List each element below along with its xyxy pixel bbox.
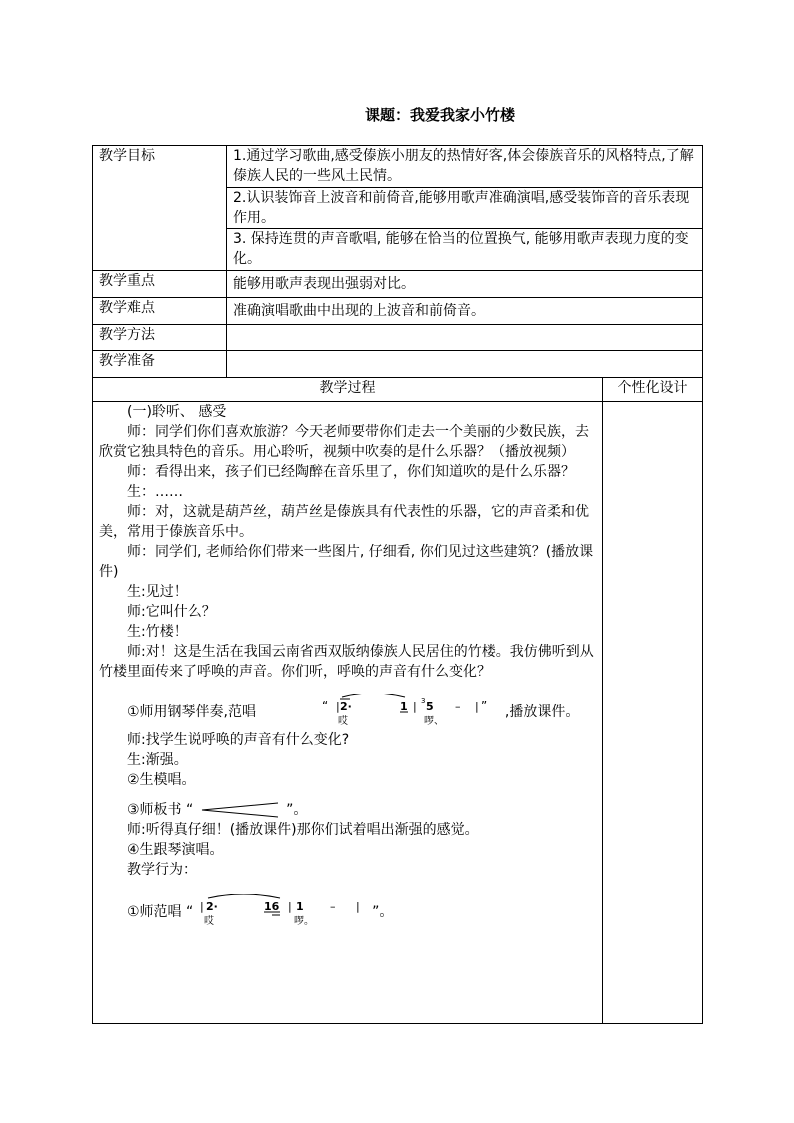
- goal-2: 2.认识装饰音上波音和前倚音,能够用歌声准确演唱,感受装饰音的音乐表现作用。: [227, 188, 703, 229]
- goals-label: 教学目标: [93, 146, 227, 271]
- paragraph: ②生模唱。: [127, 772, 196, 788]
- slur: [342, 694, 405, 697]
- method-value: [227, 325, 703, 351]
- note: 1: [295, 900, 304, 913]
- paragraph: 师：同学们你们喜欢旅游？今天老师要带你们走去一个美丽的少数民族，去欣赏它独具特色的音乐。用心聆听，视频中吹奏的是什么乐器？（播放视频）: [99, 424, 589, 460]
- personal-design-header: 个性化设计: [603, 378, 703, 402]
- paragraph: 生:渐强。: [127, 752, 188, 768]
- slur: [208, 894, 280, 898]
- prep-value: [227, 351, 703, 378]
- process-content: [93, 402, 603, 1024]
- step-3-text: ③师板书 “: [127, 802, 194, 818]
- paragraph: 师：对，这就是葫芦丝，葫芦丝是傣族具有代表性的乐器，它的声音柔和优美，常用于傣族音乐中。: [99, 504, 589, 540]
- personal-design-cell: [603, 402, 703, 1024]
- step-3-suffix: ”。: [286, 802, 308, 818]
- goal-1: 1.通过学习歌曲,感受傣族小朋友的热情好客,体会傣族音乐的风格特点,了解傣族人民的一些风土民情。: [227, 146, 703, 188]
- note: 5: [426, 700, 435, 713]
- barline: |: [355, 900, 360, 913]
- grace-note: 3: [421, 697, 426, 705]
- paragraph: 师：看得出来，孩子们已经陶醉在音乐里了，你们知道吹的是什么乐器？: [127, 464, 575, 480]
- paragraph: 师：同学们, 老师给你们带来一些图片, 仔细看, 你们见过这些建筑？(播放课件): [99, 544, 594, 580]
- step-1: [99, 694, 596, 730]
- dash: –: [329, 900, 336, 913]
- process-header: 教学过程: [93, 378, 603, 402]
- lesson-plan-table: [92, 145, 703, 1024]
- step-1-text: ①师用钢琴伴奏,范唱: [127, 704, 257, 720]
- goal-3: 3. 保持连贯的声音歌唱, 能够在恰当的位置换气, 能够用歌声表现力度的变化。: [227, 229, 703, 271]
- paragraph: 生:竹楼！: [127, 624, 188, 640]
- barline: |: [413, 700, 418, 713]
- paragraph: 教学行为：: [127, 862, 197, 878]
- paragraph: 生：……: [127, 484, 183, 500]
- lyric: 哎: [338, 716, 349, 727]
- crescendo-sign: [198, 800, 282, 820]
- barline: |: [287, 900, 292, 913]
- lyric: 哎: [203, 916, 214, 927]
- step-3: [99, 800, 596, 820]
- barline: |: [199, 900, 204, 913]
- paragraph: ④生跟琴演唱。: [127, 842, 224, 858]
- step-5-suffix: ”。: [372, 904, 394, 920]
- barline: |: [336, 700, 341, 713]
- step-5-text: ①师范唱 “: [127, 904, 194, 920]
- focus-value: 能够用歌声表现出强弱对比。: [227, 271, 703, 298]
- step-1-suffix: ,播放课件。: [504, 704, 580, 720]
- note: 16: [263, 900, 280, 913]
- music-notation-2: [198, 894, 368, 930]
- lyric: 啰。: [293, 916, 314, 927]
- section-heading: (一)聆听、 感受: [127, 404, 227, 420]
- paragraph: 生:见过！: [127, 584, 188, 600]
- focus-label: 教学重点: [93, 271, 227, 298]
- page-title: 课题：我爱我家小竹楼: [365, 106, 516, 124]
- music-notation-1: [260, 694, 500, 730]
- note: 2·: [340, 700, 353, 713]
- paragraph: 师:找学生说呼唤的声音有什么变化?: [127, 732, 350, 748]
- paragraph: 师:对！这是生活在我国云南省西双版纳傣族人民居住的竹楼。我仿佛听到从竹楼里面传来了呼唤的声音。你们听，呼唤的声音有什么变化？: [99, 644, 594, 680]
- difficulty-value: 准确演唱歌曲中出现的上波音和前倚音。: [227, 298, 703, 325]
- quote-open: “: [322, 699, 329, 713]
- paragraph: 师:听得真仔细！(播放课件)那你们试着唱出渐强的感觉。: [127, 822, 479, 838]
- dash: –: [455, 700, 461, 713]
- note: 2·: [205, 900, 218, 913]
- lyric: 啰、: [424, 716, 445, 727]
- method-label: 教学方法: [93, 325, 227, 351]
- barline: |: [475, 700, 480, 713]
- difficulty-label: 教学难点: [93, 298, 227, 325]
- step-5: [99, 894, 596, 930]
- note: 1: [400, 700, 409, 713]
- quote-close: ”: [481, 699, 488, 713]
- prep-label: 教学准备: [93, 351, 227, 378]
- paragraph: 师:它叫什么？: [127, 604, 216, 620]
